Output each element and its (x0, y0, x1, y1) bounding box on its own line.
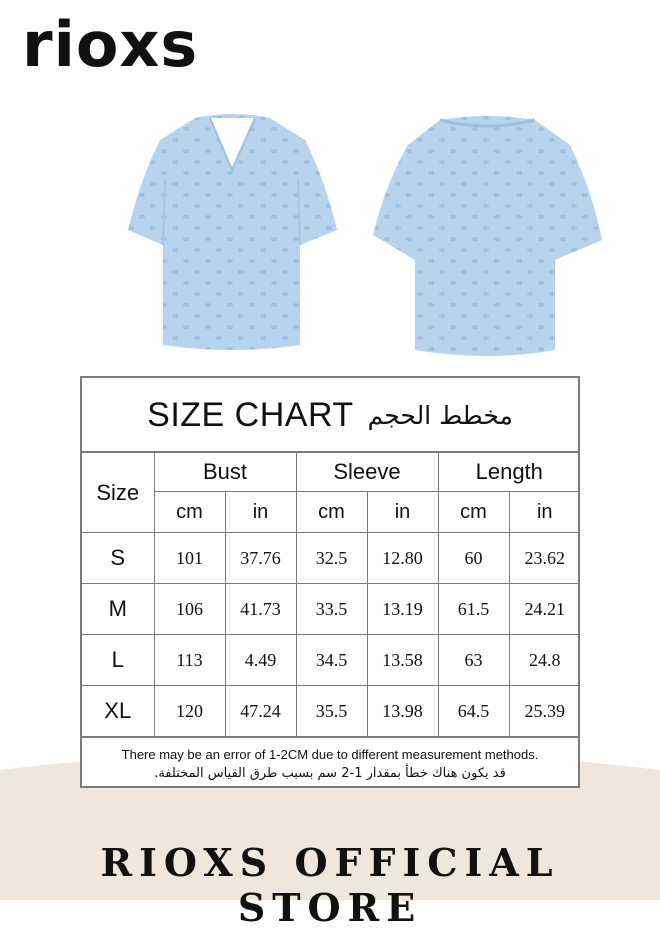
table-row (82, 584, 580, 635)
table-cell: 13.58 (367, 635, 438, 686)
size-chart-title (82, 378, 578, 453)
unit-header: cm (154, 492, 225, 533)
unit-header: in (367, 492, 438, 533)
size-chart (80, 376, 580, 788)
size-label: S (82, 533, 154, 584)
table-cell: 25.39 (509, 686, 580, 737)
unit-header: cm (296, 492, 367, 533)
length-header: Length (438, 453, 580, 492)
table-cell: 13.98 (367, 686, 438, 737)
table-cell: 101 (154, 533, 225, 584)
table-cell: 106 (154, 584, 225, 635)
table-cell: 24.21 (509, 584, 580, 635)
size-table (82, 453, 580, 737)
table-row (82, 686, 580, 737)
unit-header: in (225, 492, 296, 533)
table-cell: 37.76 (225, 533, 296, 584)
bust-header: Bust (154, 453, 296, 492)
table-cell: 60 (438, 533, 509, 584)
title-english: SIZE CHART (147, 396, 354, 434)
table-cell: 35.5 (296, 686, 367, 737)
table-cell: 12.80 (367, 533, 438, 584)
title-arabic: مخطط الحجم (367, 401, 513, 430)
table-cell: 24.8 (509, 635, 580, 686)
table-cell: 32.5 (296, 533, 367, 584)
note-english: There may be an error of 1-2CM due to different measurement methods. (121, 747, 539, 762)
note-arabic: قد يكون هناك خطأ بمقدار 1-2 سم بسبب طرق القياس المختلفة. (154, 766, 506, 781)
blouse-back-image (370, 110, 605, 360)
table-cell: 47.24 (225, 686, 296, 737)
table-cell: 61.5 (438, 584, 509, 635)
table-cell: 34.5 (296, 635, 367, 686)
table-cell: 13.19 (367, 584, 438, 635)
store-name-footer: RIOXS OFFICIAL STORE (100, 840, 560, 930)
table-cell: 120 (154, 686, 225, 737)
table-row (82, 635, 580, 686)
table-cell: 64.5 (438, 686, 509, 737)
sleeve-header: Sleeve (296, 453, 438, 492)
size-label: XL (82, 686, 154, 737)
table-cell: 23.62 (509, 533, 580, 584)
table-cell: 113 (154, 635, 225, 686)
blouse-front-image (125, 110, 340, 355)
table-row (82, 533, 580, 584)
size-column-header: Size (82, 453, 154, 533)
table-cell: 4.49 (225, 635, 296, 686)
unit-header: cm (438, 492, 509, 533)
table-cell: 63 (438, 635, 509, 686)
unit-header: in (509, 492, 580, 533)
table-cell: 33.5 (296, 584, 367, 635)
measurement-note (82, 737, 578, 791)
brand-logo: rioxs (22, 8, 199, 81)
size-label: M (82, 584, 154, 635)
size-label: L (82, 635, 154, 686)
table-cell: 41.73 (225, 584, 296, 635)
